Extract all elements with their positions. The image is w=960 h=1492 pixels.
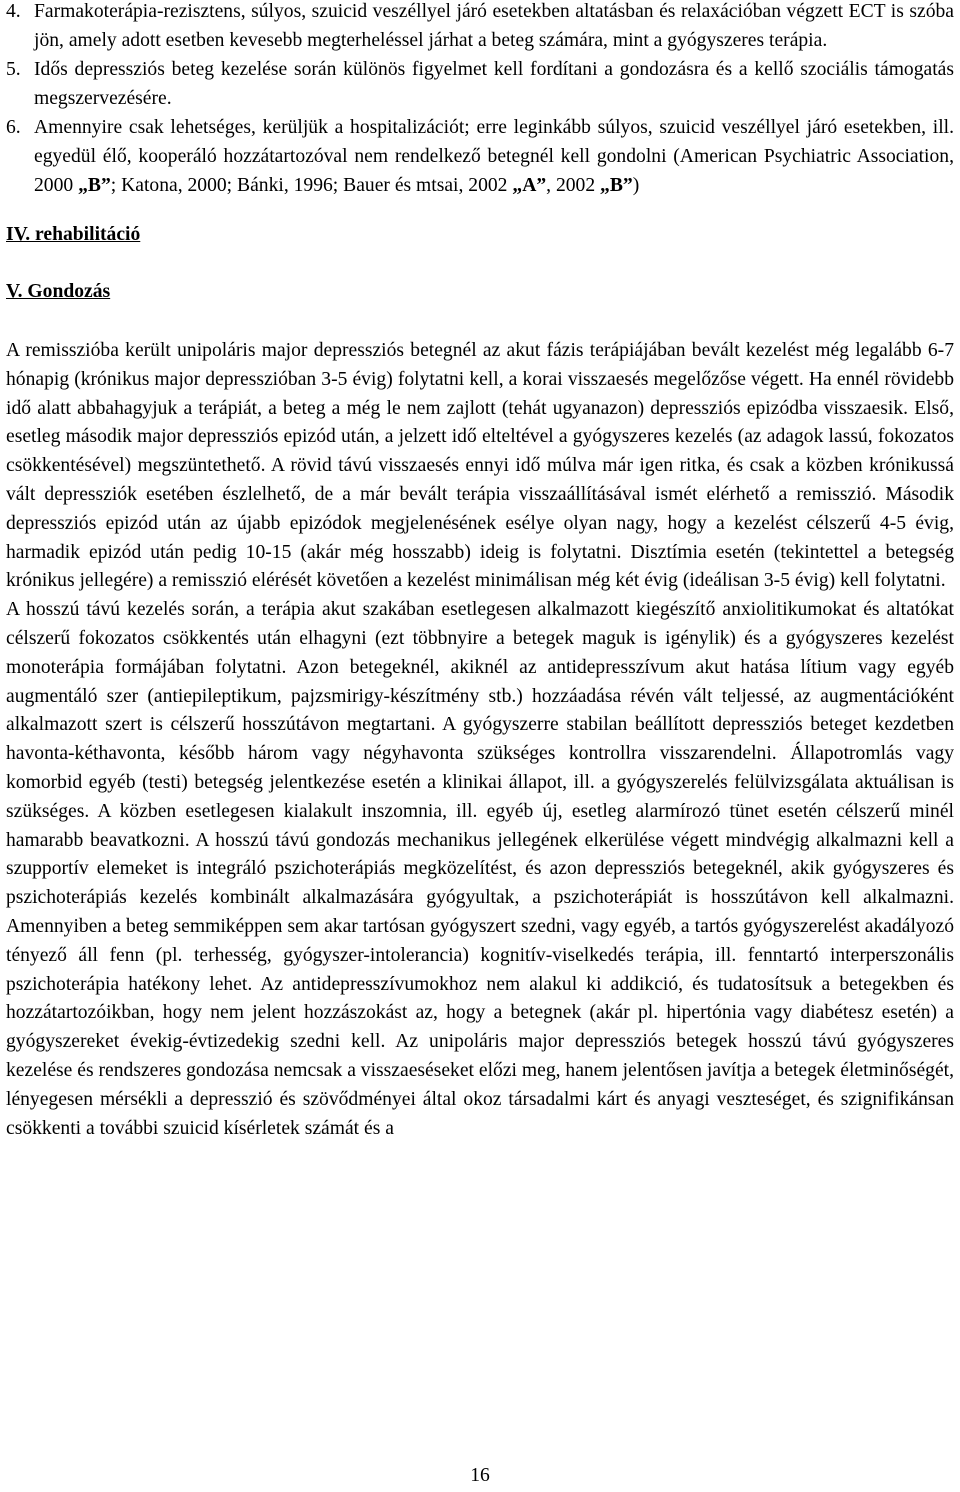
list-item-text: Idős depressziós beteg kezelése során különös figyelmet kell fordítani a gondozásra és a kellő szociális támogatás megszervezésére. [34, 59, 954, 109]
evidence-level-ref: „B” [600, 175, 633, 196]
section-heading-rehabilitation: IV. rehabilitáció [6, 224, 141, 245]
list-item-text: ; Katona, 2000; Bánki, 1996; Bauer és mtsai, 2002 [110, 175, 513, 196]
numbered-list [6, 0, 954, 200]
list-item-number: 6. [6, 117, 21, 138]
body-paragraph: A remisszióba került unipoláris major depressziós betegnél az akut fázis terápiájában bevált kezelést még legalább 6-7 hónapig (krónikus major depresszióban 3-5 évig) folytatni kell, a korai visszaesés megelőzőse végett. Ha ennél rövidebb idő alatt abbahagyjuk a terápiát, a beteg a még le nem zajlott (tehát ugyanazon) depressziós epizódba visszaesik. Első, esetleg második major depressziós epizód után, a jelzett idő elteltével a gyógyszeres kezelés (az adagok lassú, fokozatos csökkentésével) megszüntethető. A rövid távú visszaesés ennyi idő múlva már igen ritka, és csak a közben krónikussá vált depressziók esetében észlelhető, de a már bevált terápia visszaállításával ismét elérhető a remisszió. Második depressziós epizód után az újabb epizódok megjelenésének esélye olyan nagy, hogy a kezelést célszerű 4-5 évig, harmadik epizód után pedig 10-15 (akár még hosszabb) ideig is folytatni. Disztímia esetén (tekintettel a betegség krónikus jellegére) a remisszió elérését követően a kezelést minimálisan még két évig (ideálisan 3-5 évig) kell folytatni. [6, 340, 954, 592]
section-heading-care: V. Gondozás [6, 281, 111, 302]
document-page [6, 0, 954, 1143]
list-item [6, 0, 954, 55]
page-number: 16 [470, 1465, 490, 1486]
list-item [6, 113, 954, 200]
list-item-text: Amennyire csak lehetséges, kerüljük a hospitalizációt; erre leginkább súlyos, szuicid veszéllyel járó esetekben, ill. egyedül élő, kooperáló hozzátartozóval nem rendelkező betegnél kell gondolni (American Psychiatric Association, 2000 [34, 117, 954, 196]
body-paragraph: A hosszú távú kezelés során, a terápia akut szakában esetlegesen alkalmazott kiegészítő anxiolitikumokat és altatókat célszerű fokozatos csökkentés után elhagyni (ezt többnyire a betegek maguk is igénylik) és a gyógyszeres kezelést monoterápia formájában folytatni. Azon betegeknél, akiknél az antidepresszívum akut hatása lítium vagy egyéb augmentáló szer (antiepileptikum, pajzsmirigy-készítmény stb.) hozzáadása révén vált teljessé, az augmentációként alkalmazott szert is célszerű hosszútávon megtartani. A gyógyszerre stabilan beállított depressziós beteget kezdetben havonta-kéthavonta, később három vagy négyhavonta szükséges kontrollra visszarendelni. Állapotromlás vagy komorbid egyéb (testi) betegség jelentkezése esetén a klinikai állapot, ill. a gyógyszerelés felülvizsgálata aktuálisan is szükséges. A közben esetlegesen kialakult inszomnia, ill. egyéb új, esetleg alarmírozó tünet esetén célszerű minél hamarabb beavatkozni. A hosszú távú gondozás mechanikus jellegének elkerülése végett mindvégig alkalmazni kell a szupportív elemeket is integráló pszichoterápiás megközelítést, és azon depressziós betegeknél, akik gyógyszeres és pszichoterápiás kezelés kombinált alkalmazására gyógyultak, a pszichoterápiát is hosszútávon kell alkalmazni. Amennyiben a beteg semmiképpen sem akar tartósan gyógyszert szedni, vagy egyéb, a tartós gyógyszerelést akadályozó tényező áll fenn (pl. terhesség, gyógyszer-intolerancia) kognitív-viselkedés terápia, ill. fenntartó interperszonális pszichoterápia hatékony lehet. Az antidepresszívumokhoz nem alakul ki addikció, és tudatosítsuk a betegekben és hozzátartozóikban, hogy nem jelent hozzászokást az, hogy a betegnek (akár pl. hipertónia vagy diabétesz esetén) a gyógyszereket évekig-évtizedekig szedni kell. Az unipoláris major depressziós betegek hosszú távú gyógyszeres kezelése és rendszeres gondozása nemcsak a visszaeséseket előzi meg, hanem jelentősen javítja a betegek életminőségét, lényegesen mérsékli a depresszió és szövődményei által okoz társadalmi kárt és anyagi veszteséget, és szignifikánsan csökkenti a további szuicid kísérletek számát és a [6, 599, 954, 1139]
evidence-level-ref: „A” [512, 175, 547, 196]
list-item-number: 5. [6, 59, 21, 80]
list-item-text: Farmakoterápia-rezisztens, súlyos, szuicid veszéllyel járó esetekben altatásban és relaxációban végzett ECT is szóba jön, amely adott esetben kevesebb megterheléssel járhat a beteg számára, mint a gyógyszeres terápia. [34, 1, 954, 51]
list-item-text: , 2002 [546, 175, 601, 196]
evidence-level-ref: „B” [78, 175, 111, 196]
list-item [6, 55, 954, 113]
list-item-number: 4. [6, 1, 21, 22]
list-item-text: ) [632, 175, 640, 196]
